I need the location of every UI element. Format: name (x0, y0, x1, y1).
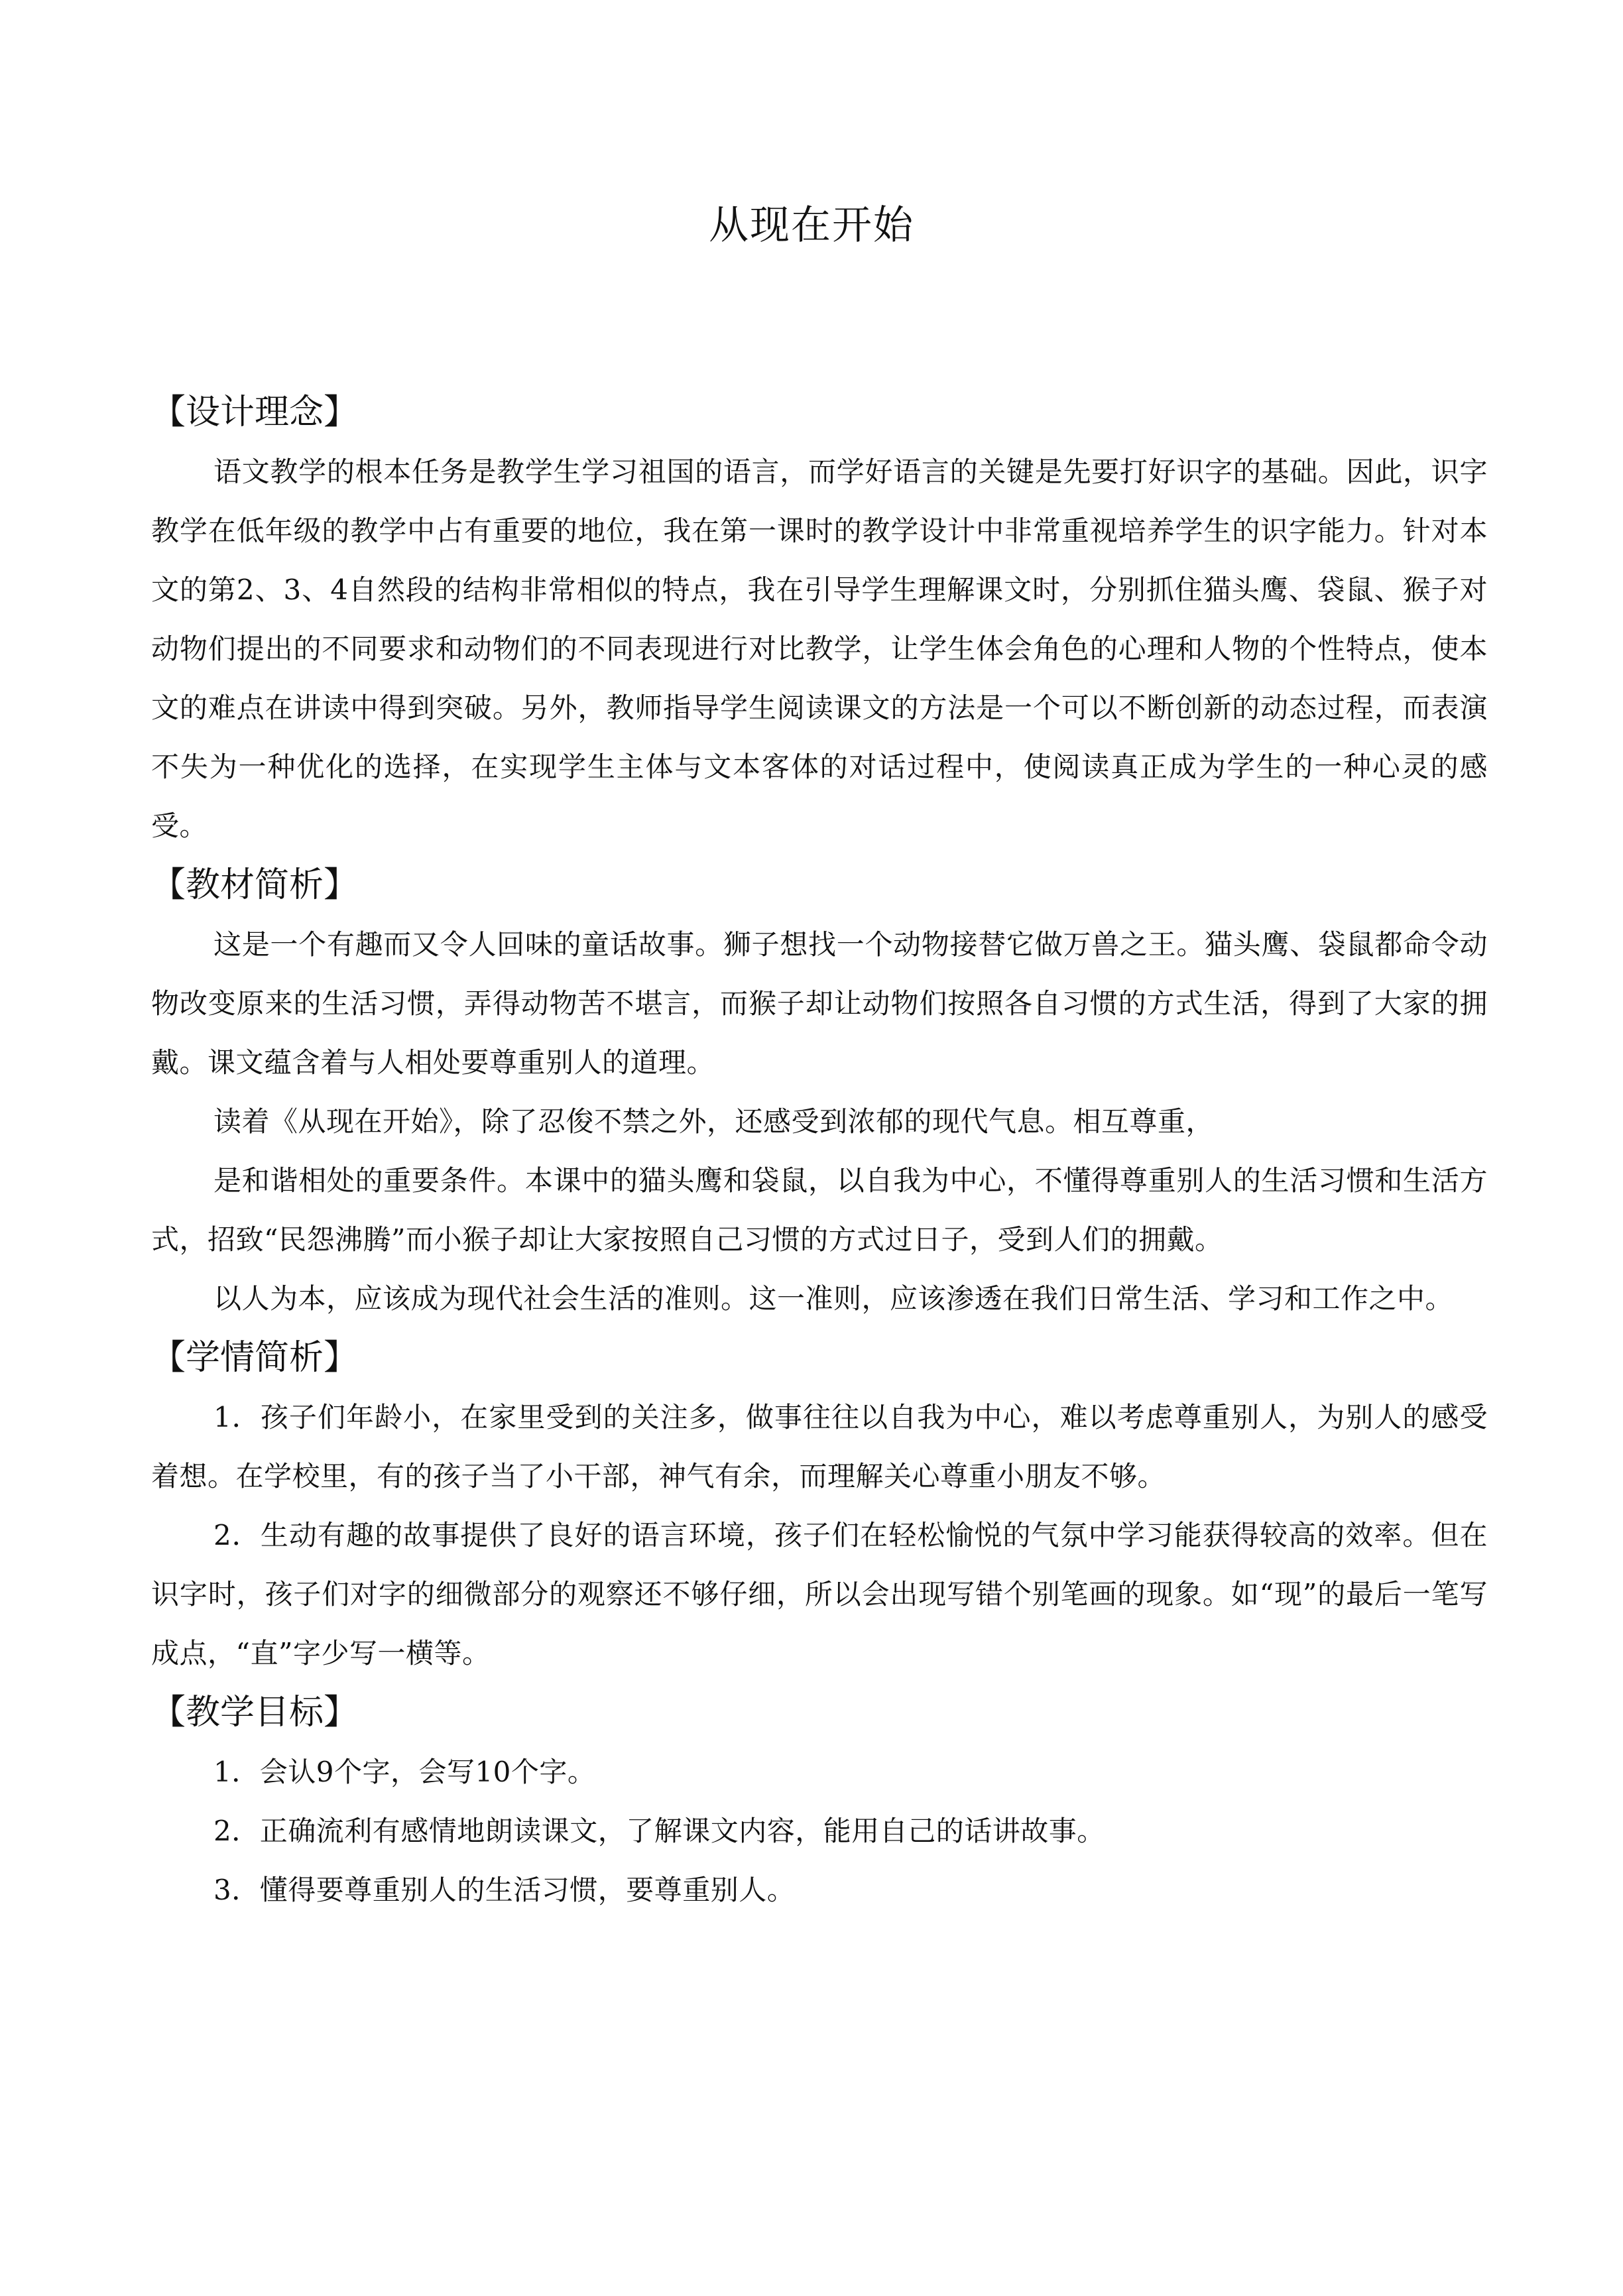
paragraph: 这是一个有趣而又令人回味的童话故事。狮子想找一个动物接替它做万兽之王。猫头鹰、袋鼠都命令动物改变原来的生活习惯，弄得动物苦不堪言，而猴子却让动物们按照各自习惯的方式生活，得到了大家的拥戴。课文蕴含着与人相处要尊重别人的道理。 (151, 928, 1488, 1079)
list-item: 2．正确流利有感情地朗读课文，了解课文内容，能用自己的话讲故事。 (213, 1815, 1105, 1847)
section-design-concept (151, 383, 1488, 855)
paragraph: 读着《从现在开始》，除了忍俊不禁之外，还感受到浓郁的现代气息。相互尊重， (213, 1105, 1215, 1138)
paragraph: 语文教学的根本任务是教学生学习祖国的语言，而学好语言的关键是先要打好识字的基础。因此，识字教学在低年级的教学中占有重要的地位，我在第一课时的教学设计中非常重视培养学生的识字能力。针对本文的第2、3、4自然段的结构非常相似的特点，我在引导学生理解课文时，分别抓住猫头鹰、袋鼠、猴子对动物们提出的不同要求和动物们的不同表现进行对比教学，让学生体会角色的心理和人物的个性特点，使本文的难点在讲读中得到突破。另外，教师指导学生阅读课文的方法是一个可以不断创新的动态过程，而表演不失为一种优化的选择，在实现学生主体与文本客体的对话过程中，使阅读真正成为学生的一种心灵的感受。 (151, 455, 1488, 842)
section-learner-analysis (151, 1328, 1488, 1683)
paragraph: 2．生动有趣的故事提供了良好的语言环境，孩子们在轻松愉悦的气氛中学习能获得较高的效率。但在识字时，孩子们对字的细微部分的观察还不够仔细，所以会出现写错个别笔画的现象。如“现”的最后一笔写成点，“直”字少写一横等。 (151, 1519, 1488, 1669)
paragraph: 以人为本，应该成为现代社会生活的准则。这一准则，应该渗透在我们日常生活、学习和工作之中。 (213, 1282, 1454, 1315)
document-body (151, 383, 1488, 1919)
list-item: 3．懂得要尊重别人的生活习惯，要尊重别人。 (213, 1874, 796, 1906)
section-heading: 【设计理念】 (151, 393, 359, 432)
document-title: 从现在开始 (709, 202, 914, 249)
paragraph: 1．孩子们年龄小，在家里受到的关注多，做事往往以自我为中心，难以考虑尊重别人，为别人的感受着想。在学校里，有的孩子当了小干部，神气有余，而理解关心尊重小朋友不够。 (151, 1401, 1488, 1492)
section-teaching-objectives (151, 1683, 1488, 1919)
section-heading: 【学情简析】 (151, 1338, 359, 1378)
section-heading: 【教学目标】 (151, 1693, 359, 1732)
paragraph: 是和谐相处的重要条件。本课中的猫头鹰和袋鼠，以自我为中心，不懂得尊重别人的生活习惯和生活方式，招致“民怨沸腾”而小猴子却让大家按照自己习惯的方式过日子，受到人们的拥戴。 (151, 1164, 1488, 1256)
list-item: 1．会认9个字，会写10个字。 (213, 1756, 596, 1788)
section-textbook-analysis (151, 855, 1488, 1328)
section-heading: 【教材简析】 (151, 865, 359, 905)
